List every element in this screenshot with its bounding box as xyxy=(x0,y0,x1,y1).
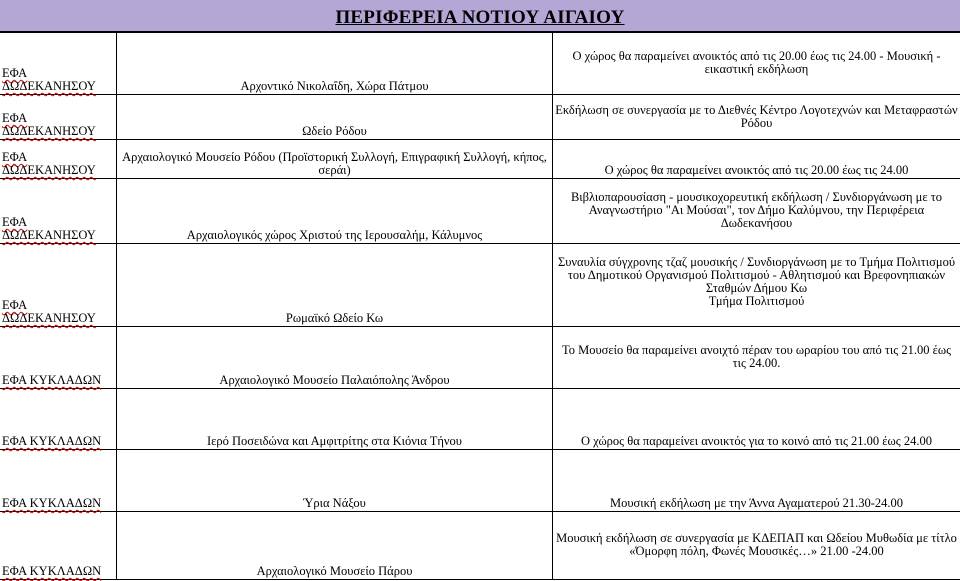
events-table xyxy=(0,32,960,580)
table-row xyxy=(0,179,960,244)
unit-cell[interactable] xyxy=(0,33,117,95)
event-cell[interactable]: Βιβλιοπαρουσίαση - μουσικοχορευτική εκδήλωση / Συνδιοργάνωση με το Αναγνωστήριο "Αι Μούσαι", τον Δήμο Καλύμνου, την Περιφέρεια Δωδεκανήσου xyxy=(553,179,960,244)
unit-label: ΕΦΑ ΔΩΔΕΚΑΝΗΣΟΥ xyxy=(2,111,96,138)
unit-label: ΕΦΑ ΚΥΚΛΑΔΩΝ xyxy=(2,564,102,578)
unit-cell[interactable] xyxy=(0,244,117,327)
unit-cell[interactable] xyxy=(0,389,117,450)
unit-cell[interactable] xyxy=(0,327,117,389)
event-cell[interactable]: Ο χώρος θα παραμείνει ανοικτός από τις 20.00 έως τις 24.00 - Μουσική - εικαστική εκδήλωση xyxy=(553,33,960,95)
place-cell[interactable]: Ρωμαϊκό Ωδείο Κω xyxy=(117,244,553,327)
place-cell[interactable]: Ιερό Ποσειδώνα και Αμφιτρίτης στα Κιόνια Τήνου xyxy=(117,389,553,450)
unit-cell[interactable] xyxy=(0,140,117,179)
place-cell[interactable]: Ωδείο Ρόδου xyxy=(117,95,553,140)
unit-label: ΕΦΑ ΚΥΚΛΑΔΩΝ xyxy=(2,373,102,387)
unit-cell[interactable] xyxy=(0,95,117,140)
event-cell[interactable] xyxy=(553,244,960,327)
place-cell[interactable]: Αρχαιολογικό Μουσείο Παλαιόπολης Άνδρου xyxy=(117,327,553,389)
unit-label: ΕΦΑ ΔΩΔΕΚΑΝΗΣΟΥ xyxy=(2,150,96,177)
region-title: ΠΕΡΙΦΕΡΕΙΑ ΝΟΤΙΟΥ ΑΙΓΑΙΟΥ xyxy=(0,0,960,32)
event-text: Συναυλία σύγχρονης τζαζ μουσικής / Συνδιοργάνωση με το Τμήμα Πολιτισμού του Δημοτικού Οργανισμού Πολιτισμού - Αθλητισμού και Βρεφονηπιακών Σταθμών Δήμου Κω xyxy=(557,255,956,295)
place-cell[interactable]: Αρχαιολογικός χώρος Χριστού της Ιερουσαλήμ, Κάλυμνος xyxy=(117,179,553,244)
place-cell[interactable]: Αρχαιολογικό Μουσείο Ρόδου (Προϊστορική Συλλογή, Επιγραφική Συλλογή, κήπος, σεράι) xyxy=(117,140,553,179)
place-cell[interactable]: Αρχοντικό Νικολαΐδη, Χώρα Πάτμου xyxy=(117,33,553,95)
unit-label: ΕΦΑ ΔΩΔΕΚΑΝΗΣΟΥ xyxy=(2,298,96,325)
table-row xyxy=(0,512,960,580)
place-cell[interactable]: Αρχαιολογικό Μουσείο Πάρου xyxy=(117,512,553,580)
unit-label: ΕΦΑ ΚΥΚΛΑΔΩΝ xyxy=(2,434,102,448)
table-row xyxy=(0,244,960,327)
unit-label: ΕΦΑ ΔΩΔΕΚΑΝΗΣΟΥ xyxy=(2,215,96,242)
event-cell[interactable]: Το Μουσείο θα παραμείνει ανοιχτό πέραν του ωραρίου του από τις 21.00 έως τις 24.00. xyxy=(553,327,960,389)
table-row xyxy=(0,140,960,179)
event-cell[interactable]: Ο χώρος θα παραμείνει ανοικτός για το κοινό από τις 21.00 έως 24.00 xyxy=(553,389,960,450)
table-row xyxy=(0,327,960,389)
event-cell[interactable]: Εκδήλωση σε συνεργασία με το Διεθνές Κέντρο Λογοτεχνών και Μεταφραστών Ρόδου xyxy=(553,95,960,140)
table-row xyxy=(0,450,960,512)
table-row xyxy=(0,95,960,140)
unit-cell[interactable] xyxy=(0,179,117,244)
event-text-line2: Τμήμα Πολιτισμού xyxy=(708,294,805,308)
unit-label: ΕΦΑ ΚΥΚΛΑΔΩΝ xyxy=(2,496,102,510)
unit-cell[interactable] xyxy=(0,512,117,580)
event-cell[interactable]: Ο χώρος θα παραμείνει ανοικτός από τις 20.00 έως τις 24.00 xyxy=(553,140,960,179)
event-cell[interactable]: Μουσική εκδήλωση σε συνεργασία με ΚΔΕΠΑΠ και Ωδείου Μυθωδία με τίτλο «Όμορφη πόλη, Φωνές Μουσικές…» 21.00 -24.00 xyxy=(553,512,960,580)
table-row xyxy=(0,33,960,95)
unit-label: ΕΦΑ ΔΩΔΕΚΑΝΗΣΟΥ xyxy=(2,66,96,93)
table-row xyxy=(0,389,960,450)
place-cell[interactable]: Ύρια Νάξου xyxy=(117,450,553,512)
event-cell[interactable]: Μουσική εκδήλωση με την Άννα Αγαματερού 21.30-24.00 xyxy=(553,450,960,512)
unit-cell[interactable] xyxy=(0,450,117,512)
